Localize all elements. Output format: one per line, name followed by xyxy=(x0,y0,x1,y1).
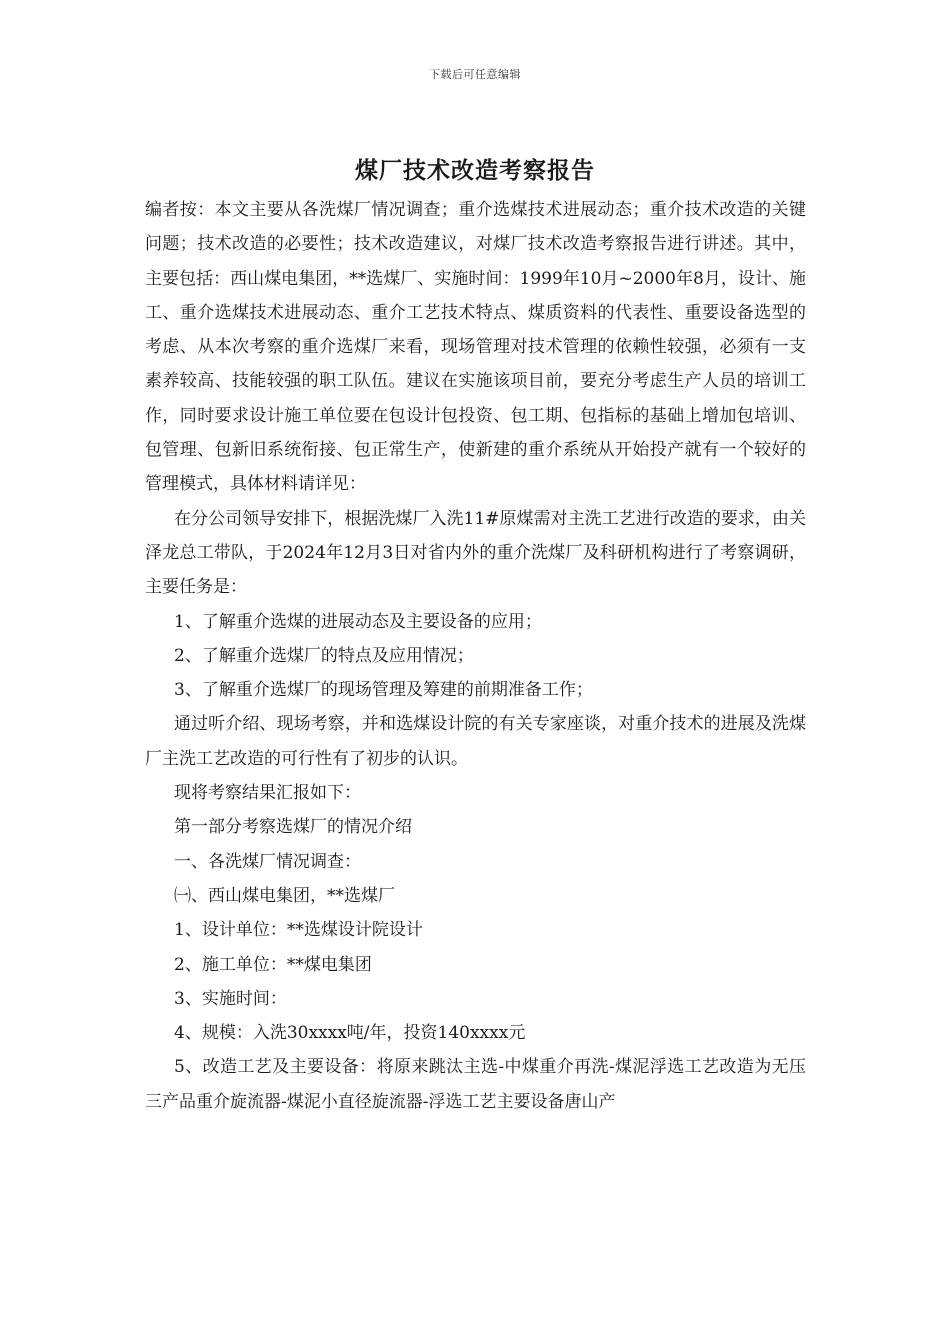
section-heading-survey: 一、各洗煤厂情况调查： xyxy=(174,851,361,872)
paragraph-summary: 通过听介绍、现场考察，并和选煤设计院的有关专家座谈，对重介技术的进展及洗煤厂主洗工艺改造的可行性有了初步的认识。 xyxy=(145,714,806,769)
subsection-heading-xishan: ㈠、西山煤电集团，**选煤厂 xyxy=(174,885,395,906)
list-item-scale: 4、规模：入洗30xxxx吨/年，投资140xxxx元 xyxy=(174,1023,526,1044)
list-item-design-unit: 1、设计单位：**选煤设计院设计 xyxy=(174,920,423,941)
paragraph-editor-note: 编者按：本文主要从各洗煤厂情况调查；重介选煤技术进展动态；重介技术改造的关键问题；技术改造的必要性；技术改造建议，对煤厂技术改造考察报告进行讲述。其中，主要包括：西山煤电集团，**选煤厂、实施时间：1999年10月~2000年8月，设计、施工、重介选煤技术进展动态、重介工艺技术特点、煤质资料的代表性、重要设备选型的考虑、从本次考察的重介选煤厂来看，现场管理对技术管理的依赖性较强，必须有一支素养较高、技能较强的职工队伍。建议在实施该项目前，要充分考虑生产人员的培训工作，同时要求设计施工单位要在包设计包投资、包工期、包指标的基础上增加包培训、包管理、包新旧系统衔接、包正常生产，使新建的重介系统从开始投产就有一个较好的管理模式，具体材料请详见： xyxy=(145,200,806,495)
paragraph-task-3: 3、了解重介选煤厂的现场管理及筹建的前期准备工作； xyxy=(174,680,593,701)
list-item-construction-unit: 2、施工单位：**煤电集团 xyxy=(174,954,372,975)
paragraph-task-1: 1、了解重介选煤的进展动态及主要设备的应用； xyxy=(174,611,542,632)
paragraph-task-2: 2、了解重介选煤厂的特点及应用情况； xyxy=(174,645,474,666)
section-heading-part-1: 第一部分考察选煤厂的情况介绍 xyxy=(174,817,412,838)
header-note: 下载后可任意编辑 xyxy=(429,68,521,81)
document-title: 煤厂技术改造考察报告 xyxy=(355,157,595,184)
paragraph-intro: 在分公司领导安排下，根据洗煤厂入洗11#原煤需对主洗工艺进行改造的要求，由关泽龙总工带队，于2024年12月3日对省内外的重介洗煤厂及科研机构进行了考察调研，主要任务是： xyxy=(145,508,806,598)
document-body xyxy=(145,193,806,1119)
list-item-implementation-time: 3、实施时间： xyxy=(174,988,287,1009)
paragraph-report-lead: 现将考察结果汇报如下： xyxy=(174,783,361,804)
list-item-process-equipment: 5、改造工艺及主要设备：将原来跳汰主选-中煤重介再洗-煤泥浮选工艺改造为无压三产品重介旋流器-煤泥小直径旋流器-浮选工艺主要设备唐山产 xyxy=(145,1057,806,1112)
